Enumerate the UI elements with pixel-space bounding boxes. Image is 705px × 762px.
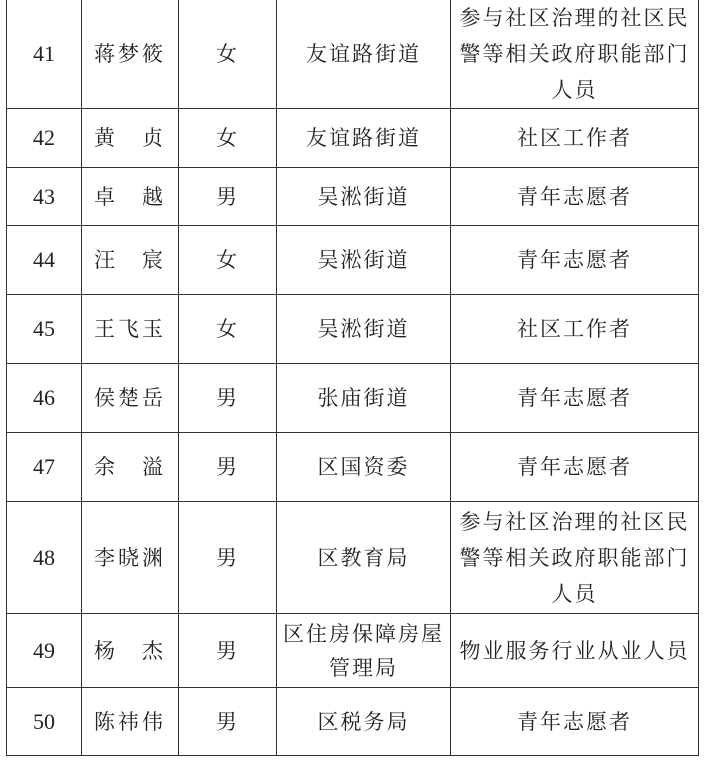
person-name: 李晓渊 xyxy=(82,502,179,614)
person-name: 卓 越 xyxy=(82,168,179,226)
gender: 男 xyxy=(179,168,277,226)
person-name: 余 溢 xyxy=(82,433,179,502)
honor-list-table xyxy=(6,0,699,756)
person-name: 侯楚岳 xyxy=(82,364,179,433)
table-row xyxy=(7,688,699,756)
table-row xyxy=(7,433,699,502)
work-unit: 区税务局 xyxy=(277,688,451,756)
gender: 男 xyxy=(179,364,277,433)
category: 参与社区治理的社区民警等相关政府职能部门人员 xyxy=(451,502,699,614)
category: 参与社区治理的社区民警等相关政府职能部门人员 xyxy=(451,0,699,109)
table-row xyxy=(7,502,699,614)
row-number: 41 xyxy=(7,0,82,109)
row-number: 45 xyxy=(7,295,82,364)
gender: 女 xyxy=(179,226,277,295)
work-unit: 友谊路街道 xyxy=(277,0,451,109)
gender: 男 xyxy=(179,433,277,502)
work-unit: 吴淞街道 xyxy=(277,226,451,295)
category: 青年志愿者 xyxy=(451,364,699,433)
table-row xyxy=(7,0,699,109)
gender: 男 xyxy=(179,614,277,688)
row-number: 43 xyxy=(7,168,82,226)
person-name: 汪 宸 xyxy=(82,226,179,295)
category: 青年志愿者 xyxy=(451,226,699,295)
work-unit: 区教育局 xyxy=(277,502,451,614)
gender: 女 xyxy=(179,109,277,168)
category: 青年志愿者 xyxy=(451,688,699,756)
row-number: 44 xyxy=(7,226,82,295)
person-name: 杨 杰 xyxy=(82,614,179,688)
work-unit: 吴淞街道 xyxy=(277,295,451,364)
person-name: 蒋梦筱 xyxy=(82,0,179,109)
category: 青年志愿者 xyxy=(451,168,699,226)
category: 社区工作者 xyxy=(451,109,699,168)
category: 青年志愿者 xyxy=(451,433,699,502)
table-row xyxy=(7,364,699,433)
person-name: 王飞玉 xyxy=(82,295,179,364)
row-number: 50 xyxy=(7,688,82,756)
work-unit: 吴淞街道 xyxy=(277,168,451,226)
row-number: 48 xyxy=(7,502,82,614)
row-number: 46 xyxy=(7,364,82,433)
table-row xyxy=(7,168,699,226)
table-row xyxy=(7,614,699,688)
honor-list-table-container xyxy=(6,0,698,756)
gender: 男 xyxy=(179,688,277,756)
category: 物业服务行业从业人员 xyxy=(451,614,699,688)
table-row xyxy=(7,226,699,295)
person-name: 黄 贞 xyxy=(82,109,179,168)
table-row xyxy=(7,295,699,364)
work-unit: 区住房保障房屋管理局 xyxy=(277,614,451,688)
category: 社区工作者 xyxy=(451,295,699,364)
work-unit: 张庙街道 xyxy=(277,364,451,433)
work-unit: 友谊路街道 xyxy=(277,109,451,168)
work-unit: 区国资委 xyxy=(277,433,451,502)
person-name: 陈祎伟 xyxy=(82,688,179,756)
row-number: 47 xyxy=(7,433,82,502)
row-number: 42 xyxy=(7,109,82,168)
row-number: 49 xyxy=(7,614,82,688)
gender: 女 xyxy=(179,295,277,364)
table-row xyxy=(7,109,699,168)
gender: 女 xyxy=(179,0,277,109)
gender: 男 xyxy=(179,502,277,614)
